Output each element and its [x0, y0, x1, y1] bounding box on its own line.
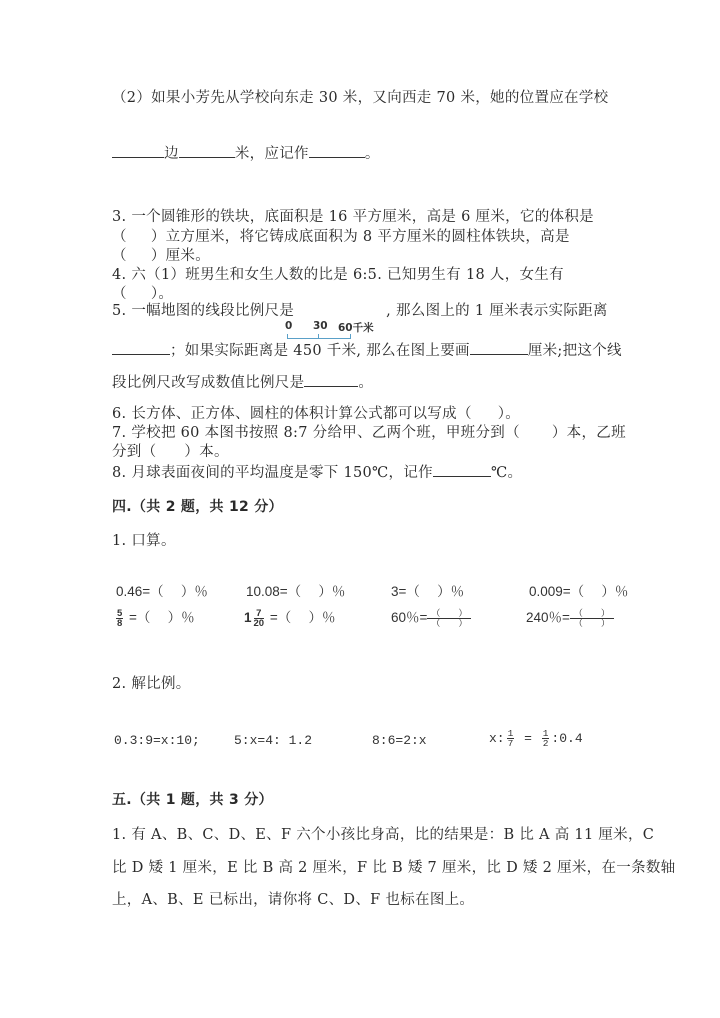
q7-line2-end: ）本。 [184, 444, 229, 460]
q2-line2 [112, 143, 380, 163]
calc-item-6-rest: =（ ）％ [266, 610, 336, 625]
q3-line2-text: ）立方厘米，将它铸成底面积为 8 平方厘米的圆柱体铁块，高是 [150, 229, 570, 245]
q6-line1 [112, 405, 520, 423]
q7-text: 7. 学校把 60 本图书按照 8:7 分给甲、乙两个班，甲班分到（ [112, 425, 520, 441]
answer-blank-distance[interactable] [179, 143, 235, 158]
q5-line3-end: 。 [358, 375, 374, 391]
q5-line1 [112, 302, 608, 320]
q6-text: 6. 长方体、正方体、圆柱的体积计算公式都可以写成（ [112, 406, 472, 422]
map-scale-bar [283, 320, 383, 342]
q2-end: 。 [364, 146, 380, 162]
section4-q1-title: 1. 口算。 [112, 533, 176, 549]
proportion-4-eq: = [516, 730, 540, 746]
q3-line2 [112, 228, 570, 246]
q4-line2 [112, 285, 173, 303]
answer-blank-map-distance[interactable] [470, 340, 528, 355]
q8-text: 8. 月球表面夜间的平均温度是零下 150℃，记作 [112, 465, 433, 481]
proportion-4 [489, 729, 583, 748]
calc-item-1: 0.46=（ ）％ [116, 584, 208, 599]
calc-item-3: 3=（ ）％ [391, 584, 465, 599]
fraction-answer-blank[interactable]: $\frac{( )}{( )}$ [570, 609, 614, 628]
answer-blank-temperature[interactable] [433, 462, 491, 477]
scale-bar-line [287, 334, 351, 339]
q5-line3 [112, 372, 373, 392]
q5-line2 [112, 340, 622, 360]
scale-label-0: 0 [285, 320, 293, 332]
calc-item-8-prefix: 240％= [526, 610, 570, 625]
section5-title: 五.（共 1 题，共 3 分） [112, 792, 273, 808]
fraction-7-20: $\frac{7}{20}$ [253, 607, 265, 629]
section5-q1-line1: 1. 有 A、B、C、D、E、F 六个小孩比身高，比的结果是：B 比 A 高 11 厘米，C [112, 827, 655, 843]
q2-bian: 边 [164, 146, 179, 162]
q3-line3-text: ）厘米。 [150, 248, 211, 264]
q5-line2-b: 厘米;把这个线 [527, 343, 622, 359]
calc-item-7 [391, 606, 471, 628]
calc-item-2: 10.08=（ ）％ [246, 584, 346, 599]
q2-line1: （2）如果小芳先从学校向东走 30 米，又向西走 70 米，她的位置应在学校 [112, 90, 609, 106]
scale-label-60: 60千米 [338, 322, 374, 334]
proportion-1: 0.3:9=x:10; [114, 733, 200, 748]
proportion-4-end: :0.4 [551, 730, 583, 746]
fraction-1-7: $\frac{1}{7}$ [507, 728, 514, 749]
paren-open: （ [112, 229, 127, 245]
fraction-1-2: $\frac{1}{2}$ [542, 728, 549, 749]
answer-blank-numeric-scale[interactable] [304, 372, 358, 387]
answer-blank-direction[interactable] [112, 143, 164, 158]
q8-line1 [112, 462, 522, 482]
proportion-4-a: x: [489, 730, 505, 746]
calc-item-4: 0.009=（ ）％ [529, 584, 629, 599]
mixed-whole: 1 [244, 610, 252, 625]
q3-line1: 3. 一个圆锥形的铁块，底面积是 16 平方厘米，高是 6 厘米，它的体积是 [112, 209, 594, 225]
calc-item-5-rest: =（ ）％ [125, 610, 195, 625]
proportion-2: 5:x=4: 1.2 [234, 733, 313, 748]
q7-mid: ）本，乙班 [551, 425, 626, 441]
q7-line2-text: 分到（ [112, 444, 157, 460]
fraction-answer-blank[interactable]: $\frac{( )}{( )}$ [427, 609, 471, 628]
calc-item-6 [244, 606, 335, 628]
q5-line1-b: , 那么图上的 1 厘米表示实际距离 [386, 303, 608, 319]
calc-item-5 [114, 606, 195, 628]
fraction-5-8: $\frac{5}{8}$ [117, 607, 123, 629]
q8-end: ℃。 [490, 465, 523, 481]
q2-mi: 米，应记作 [234, 146, 309, 162]
section5-q1-line2: 比 D 矮 1 厘米，E 比 B 高 2 厘米，F 比 B 矮 7 厘米，比 D 矮 2 厘米，在一条数轴 [112, 860, 676, 876]
section5-q1-line3: 上，A、B、E 已标出，请你将 C、D、F 也标在图上。 [112, 892, 475, 908]
q4-line1: 4. 六（1）班男生和女生人数的比是 6:5. 已知男生有 18 人，女生有 [112, 267, 564, 283]
q5-line3-text: 段比例尺改写成数值比例尺是 [112, 375, 305, 391]
answer-blank-actual-distance[interactable] [112, 340, 170, 355]
q7-line1 [112, 424, 626, 442]
q7-line2 [112, 443, 229, 461]
answer-blank-notation[interactable] [309, 143, 365, 158]
calc-item-8 [526, 606, 614, 628]
q5-line2-a: ；如果实际距离是 450 千米, 那么在图上要画 [170, 343, 470, 359]
proportion-3: 8:6=2:x [372, 733, 427, 748]
paren-open: （ [112, 286, 127, 302]
q3-line3 [112, 247, 210, 265]
q4-line2-text: ）。 [150, 286, 174, 302]
q5-line1-a: 5. 一幅地图的线段比例尺是 [112, 303, 295, 319]
calc-item-7-prefix: 60％= [391, 610, 428, 625]
paren-open: （ [112, 248, 127, 264]
section4-title: 四.（共 2 题，共 12 分） [112, 499, 283, 515]
scale-label-30: 30 [313, 320, 328, 332]
q6-end: ）。 [497, 406, 521, 422]
scale-bar-tick [318, 334, 319, 338]
section4-q2-title: 2. 解比例。 [112, 676, 191, 692]
